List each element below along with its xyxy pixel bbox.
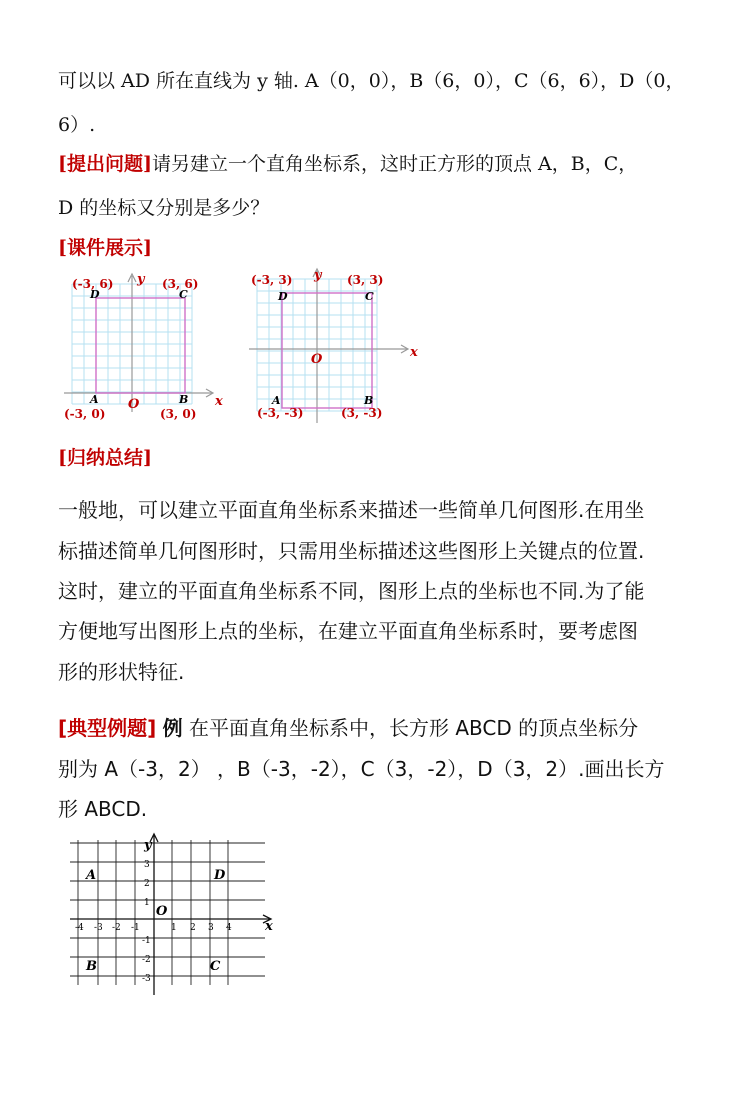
x-tick-label: -3 bbox=[94, 923, 103, 933]
y-tick-label: 1 bbox=[144, 898, 150, 908]
y-tick-label: -2 bbox=[142, 955, 151, 965]
coord-label-d-2: (-3, 3) bbox=[251, 273, 293, 287]
x-tick-label: 4 bbox=[226, 923, 232, 933]
x-tick-label: 1 bbox=[171, 923, 177, 933]
question-tag: [提出问题] bbox=[58, 153, 152, 175]
coord-label-d-1: (-3, 6) bbox=[72, 277, 114, 291]
x-tick-label: -2 bbox=[112, 923, 121, 933]
x-tick-label: 2 bbox=[190, 923, 196, 933]
coord-label-c-2: (3, 3) bbox=[347, 273, 384, 287]
example-line-2: 别为 A（-3，2） ，B（-3，-2），C（3，-2），D（3，2）.画出长方 bbox=[58, 757, 665, 781]
summary-line-1: 一般地，可以建立平面直角坐标系来描述一些简单几何图形.在用坐 bbox=[58, 498, 645, 522]
point-label-a-1: A bbox=[90, 393, 99, 406]
point-label-c-1: C bbox=[179, 288, 188, 301]
x-axis-label-1: x bbox=[215, 394, 223, 409]
x-axis-label-2: x bbox=[410, 345, 418, 360]
axes-1 bbox=[64, 274, 213, 412]
grid-3 bbox=[70, 840, 265, 985]
example-word: 例 bbox=[162, 716, 183, 740]
summary-tag: [归纳总结] bbox=[58, 447, 152, 469]
summary-line-4: 方便地写出图形上点的坐标，在建立平面直角坐标系时，要考虑图 bbox=[58, 619, 638, 643]
intro-line-2: 6）. bbox=[58, 114, 96, 136]
y-axis-label-1: y bbox=[137, 272, 145, 287]
summary-line-3: 这时，建立的平面直角坐标系不同，图形上点的坐标也不同.为了能 bbox=[58, 579, 645, 603]
courseware-tag: [课件展示] bbox=[58, 237, 152, 259]
origin-label-2: O bbox=[311, 352, 323, 367]
summary-line-2: 标描述简单几何图形时，只需用坐标描述这些图形上关键点的位置. bbox=[58, 539, 645, 563]
point-label-d-2: D bbox=[278, 290, 288, 303]
coord-label-a-2: (-3, -3) bbox=[257, 406, 304, 420]
point-label-d-1: D bbox=[90, 288, 100, 301]
example-text-1: 在平面直角坐标系中，长方形 ABCD 的顶点坐标分 bbox=[189, 716, 639, 740]
point-label-b-3: B bbox=[86, 959, 97, 974]
y-tick-label: -1 bbox=[142, 936, 151, 946]
example-line-3: 形 ABCD. bbox=[58, 797, 148, 821]
coord-label-b-1: (3, 0) bbox=[160, 407, 197, 421]
point-label-b-2: B bbox=[364, 394, 374, 407]
coord-label-a-1: (-3, 0) bbox=[64, 407, 106, 421]
point-label-b-1: B bbox=[179, 393, 189, 406]
intro-line-1: 可以以 AD 所在直线为 y 轴. A（0，0），B（6，0），C（6，6），D（0， bbox=[58, 70, 685, 92]
summary-line-5: 形的形状特征. bbox=[58, 660, 185, 684]
square-1 bbox=[96, 298, 185, 393]
y-axis-label-2: y bbox=[314, 268, 322, 283]
point-label-d-3: D bbox=[214, 868, 226, 883]
point-label-c-2: C bbox=[365, 290, 374, 303]
question-line-2: D 的坐标又分别是多少？ bbox=[58, 197, 270, 219]
coord-label-b-2: (3, -3) bbox=[341, 406, 383, 420]
figure-square-axes-2 bbox=[245, 265, 430, 425]
y-tick-label: 3 bbox=[144, 860, 150, 870]
origin-label-3: O bbox=[156, 904, 168, 919]
y-axis-label-3: y bbox=[144, 838, 152, 853]
question-line-1 bbox=[58, 149, 637, 176]
point-label-a-2: A bbox=[272, 394, 281, 407]
figure-rectangle-grid bbox=[60, 835, 285, 1000]
example-line-1 bbox=[58, 712, 638, 741]
example-tag: [典型例题] bbox=[58, 716, 157, 740]
y-tick-label: 2 bbox=[144, 879, 150, 889]
x-axis-label-3: x bbox=[265, 919, 273, 934]
point-label-c-3: C bbox=[210, 959, 221, 974]
question-text-1: 请另建立一个直角坐标系，这时正方形的顶点 A，B，C， bbox=[151, 153, 638, 175]
coord-label-c-1: (3, 6) bbox=[162, 277, 199, 291]
point-label-a-3: A bbox=[86, 868, 97, 883]
figure-square-axes-1 bbox=[60, 270, 235, 425]
x-tick-label: -1 bbox=[131, 923, 140, 933]
y-tick-labels bbox=[142, 860, 151, 984]
x-tick-label: 3 bbox=[208, 923, 214, 933]
y-tick-label: -3 bbox=[142, 974, 151, 984]
axes-3 bbox=[70, 834, 271, 995]
x-tick-label: -4 bbox=[75, 923, 84, 933]
origin-label-1: O bbox=[128, 397, 140, 412]
